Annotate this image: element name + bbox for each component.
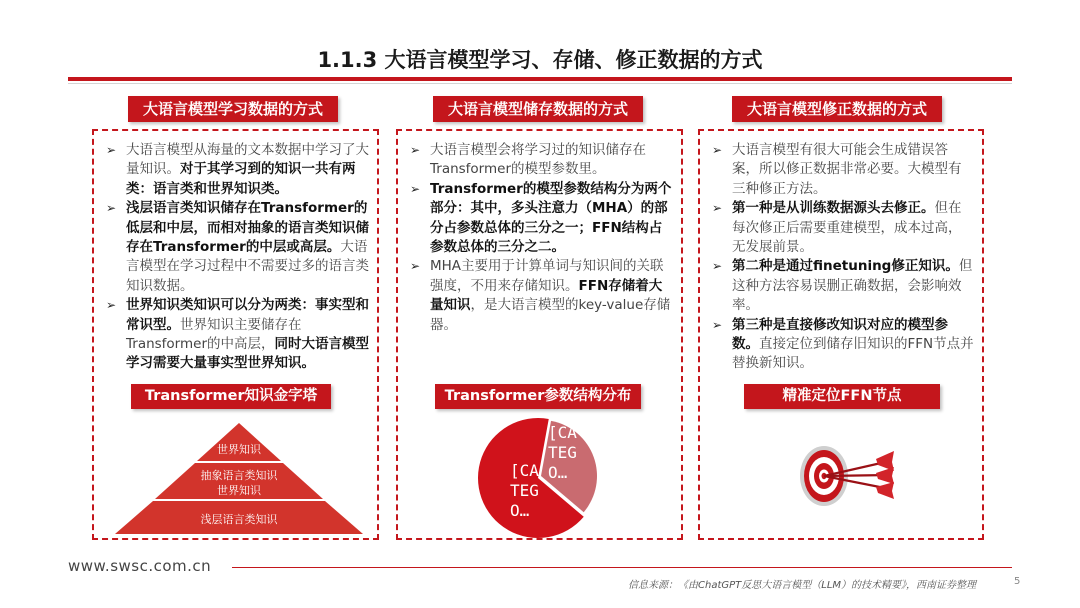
arrow-bullet-icon: ➢ — [712, 259, 723, 274]
pyramid-middle-label-2: 世界知识 — [217, 484, 261, 497]
column-box-storing — [396, 129, 683, 540]
pyramid-middle-label: 抽象语言类知识 — [200, 469, 278, 482]
bullet-item: ➢ 第二种是通过finetuning修正知识。但这种方法容易误删正确数据，会影响效率。 — [712, 258, 973, 314]
column-header-correcting: 大语言模型修正数据的方式 — [732, 96, 942, 122]
dart-fletching-3 — [876, 482, 894, 499]
arrow-bullet-icon: ➢ — [106, 298, 117, 313]
bullet-item: ➢ 第三种是直接修改知识对应的模型参数。直接定位到储存旧知识的FFN节点并替换新知识。 — [712, 316, 974, 372]
dart-fletching-2 — [876, 467, 894, 484]
bullet-list-learning — [104, 141, 369, 374]
bullet-item: ➢ Transformer的模型参数结构分为两个部分：其中，多头注意力（MHA）的部分占参数总体的三分之一；FFN结构占参数总体的三分之二。 — [410, 180, 672, 256]
sub-label-target: 精准定位FFN节点 — [744, 384, 940, 409]
knowledge-pyramid — [114, 423, 364, 535]
column-header-learning: 大语言模型学习数据的方式 — [128, 96, 338, 122]
footer-source: 信息来源：《由ChatGPT反思大语言模型（LLM）的技术精要》，西南证券整理 — [628, 580, 977, 591]
arrow-bullet-icon: ➢ — [410, 181, 421, 196]
arrow-bullet-icon: ➢ — [410, 259, 421, 274]
bullet-item: ➢ 浅层语言类知识储存在Transformer的低层和中层，而相对抽象的语言类知识储存在Transformer的中层或高层。大语言模型在学习过程中不需要过多的语言类知识数据。 — [106, 200, 369, 294]
page-title: 1.1.3 大语言模型学习、存储、修正数据的方式 — [317, 48, 763, 72]
column-box-correcting — [698, 129, 984, 540]
column-box-learning — [92, 129, 379, 540]
arrow-bullet-icon: ➢ — [106, 201, 117, 216]
bullet-item: ➢ 大语言模型有很大可能会生成错误答案，所以修正数据非常必要。大模型有三种修正方法。 — [712, 142, 962, 197]
bullet-item: ➢ 世界知识类知识可以分为两类：事实型和常识型。世界知识主要储存在Transformer的中高层，同时大语言模型学习需要大量事实型世界知识。 — [106, 297, 370, 372]
sub-label-pyramid: Transformer知识金字塔 — [131, 384, 331, 409]
page-number: 5 — [1014, 576, 1021, 587]
pie-label-small: [CA TEG O… — [548, 423, 577, 482]
bullet-item: ➢ 大语言模型从海量的文本数据中学习了大量知识。对于其学习到的知识一共有两类：语言类和世界知识类。 — [106, 142, 369, 197]
pie-label-large: [CA TEG O… — [510, 461, 539, 520]
bullet-item: ➢ MHA主要用于计算单词与知识间的关联强度，不用来存储知识。FFN存储着大量知识，是大语言模型的key-value存储器。 — [410, 258, 671, 333]
target-icon — [790, 431, 910, 521]
arrow-bullet-icon: ➢ — [410, 143, 421, 157]
footer-website: www.swsc.com.cn — [68, 557, 212, 575]
title-divider-thin — [68, 83, 1012, 84]
pyramid-top-label: 世界知识 — [217, 443, 261, 456]
pyramid-bottom-label: 浅层语言类知识 — [200, 513, 278, 526]
arrow-bullet-icon: ➢ — [712, 201, 723, 216]
parameter-pie-chart — [476, 416, 606, 540]
title-divider — [68, 77, 1012, 81]
bullet-item: ➢ 第一种是从训练数据源头去修正。但在每次修正后需要重建模型，成本过高，无发展前景。 — [712, 200, 962, 256]
arrow-bullet-icon: ➢ — [712, 143, 723, 157]
footer-divider — [232, 567, 1012, 568]
column-header-storing: 大语言模型储存数据的方式 — [433, 96, 643, 122]
bullet-item: ➢ 大语言模型会将学习过的知识储存在Transformer的模型参数里。 — [410, 142, 646, 178]
arrow-bullet-icon: ➢ — [712, 317, 723, 332]
bullet-list-correcting — [710, 141, 974, 374]
arrow-bullet-icon: ➢ — [106, 143, 117, 157]
bullet-list-storing — [408, 141, 673, 335]
sub-label-pie: Transformer参数结构分布 — [435, 384, 641, 409]
